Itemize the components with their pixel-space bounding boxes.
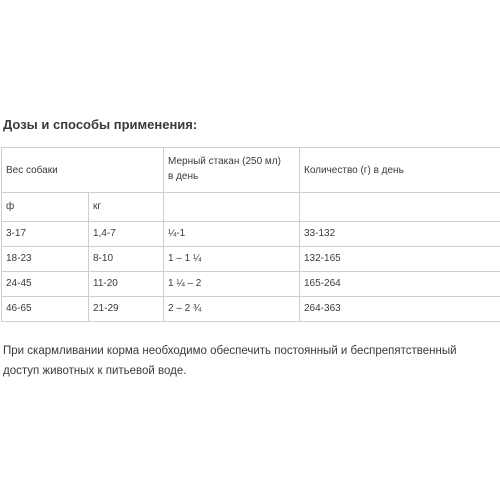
cell-cup: 1 – 1 ¼ — [164, 247, 300, 272]
header-dog-weight — [2, 148, 164, 193]
table-row — [2, 247, 500, 272]
cell-grams: 264-363 — [300, 297, 500, 322]
dosage-table — [1, 147, 500, 322]
cell-kg: 11-20 — [89, 272, 164, 297]
unit-lb: ф — [2, 193, 89, 222]
table-units-row — [2, 193, 500, 222]
cell-grams: 132-165 — [300, 247, 500, 272]
header-measuring-cup — [164, 148, 300, 193]
unit-grams — [300, 193, 500, 222]
header-measuring-cup-line1: Мерный стакан (250 мл) — [168, 156, 281, 167]
feeding-note — [3, 341, 500, 381]
header-grams-per-day-label: Количество (г) в день — [304, 164, 404, 176]
table-row — [2, 222, 500, 247]
cell-lb: 18-23 — [2, 247, 89, 272]
cell-grams: 165-264 — [300, 272, 500, 297]
cell-lb: 46-65 — [2, 297, 89, 322]
cell-grams: 33-132 — [300, 222, 500, 247]
unit-cup — [164, 193, 300, 222]
cell-cup: 1 ¼ – 2 — [164, 272, 300, 297]
cell-kg: 21-29 — [89, 297, 164, 322]
cell-cup: ¼-1 — [164, 222, 300, 247]
section-heading: Дозы и способы применения: — [3, 117, 198, 132]
table-row — [2, 272, 500, 297]
cell-lb: 3-17 — [2, 222, 89, 247]
cell-kg: 1,4-7 — [89, 222, 164, 247]
table-row — [2, 297, 500, 322]
unit-kg: кг — [89, 193, 164, 222]
header-dog-weight-label: Вес собаки — [6, 164, 58, 176]
feeding-note-line2: доступ животных к питьевой воде. — [3, 365, 187, 377]
header-measuring-cup-line2: в день — [168, 171, 199, 182]
cell-kg: 8-10 — [89, 247, 164, 272]
cell-cup: 2 – 2 ¾ — [164, 297, 300, 322]
table-header-row — [2, 148, 500, 193]
cell-lb: 24-45 — [2, 272, 89, 297]
feeding-note-line1: При скармливании корма необходимо обеспечить постоянный и беспрепятственный — [3, 345, 457, 357]
header-grams-per-day — [300, 148, 500, 193]
